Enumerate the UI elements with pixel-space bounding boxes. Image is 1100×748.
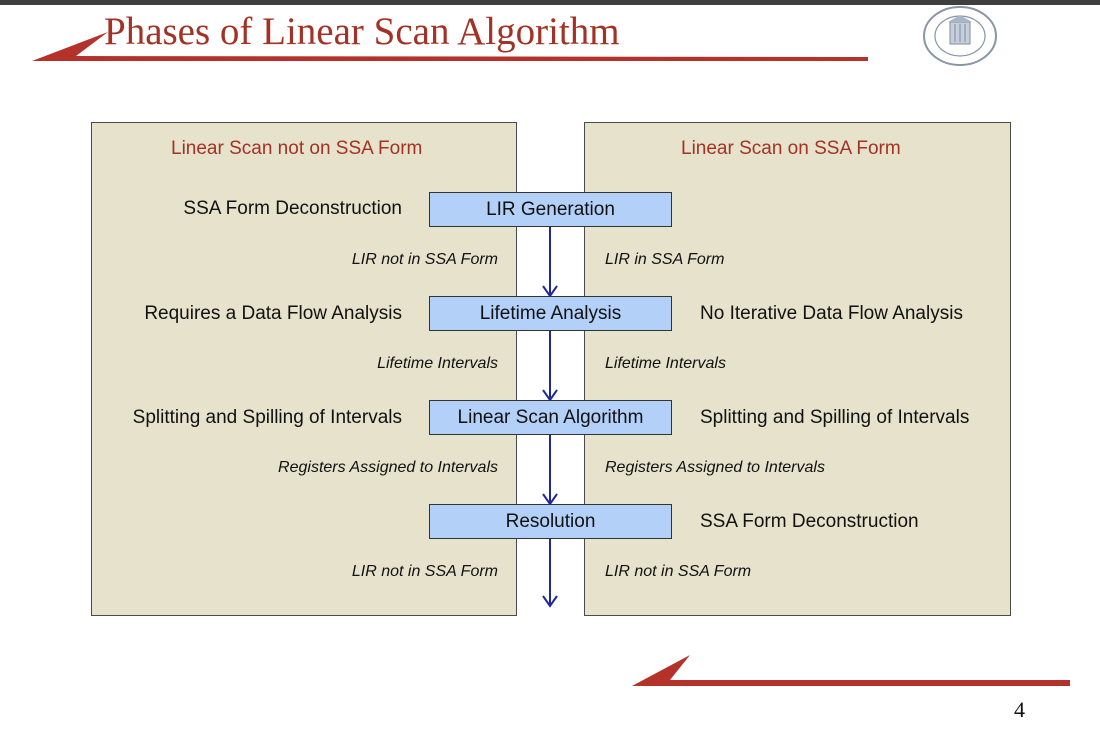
right-note-no-iterative-data-flow: No Iterative Data Flow Analysis [700, 303, 963, 324]
flow-label-right: Registers Assigned to Intervals [605, 459, 825, 476]
right-panel-title: Linear Scan on SSA Form [681, 138, 901, 159]
left-note-data-flow: Requires a Data Flow Analysis [144, 303, 402, 324]
flow-label-left: Lifetime Intervals [377, 355, 498, 372]
left-note-ssa-deconstruction: SSA Form Deconstruction [183, 198, 402, 219]
flow-label-left: LIR not in SSA Form [351, 251, 498, 268]
phase-lir-generation: LIR Generation [429, 192, 672, 227]
page-number: 4 [1014, 697, 1025, 722]
flow-label-left: LIR not in SSA Form [351, 563, 498, 580]
flow-label-right: LIR in SSA Form [605, 251, 725, 268]
phase-linear-scan-algorithm: Linear Scan Algorithm [429, 400, 672, 435]
phase-resolution: Resolution [429, 504, 672, 539]
flow-label-right: LIR not in SSA Form [605, 563, 752, 580]
slide-title: Phases of Linear Scan Algorithm [104, 10, 620, 53]
flow-label-left: Registers Assigned to Intervals [278, 459, 498, 476]
left-panel-title: Linear Scan not on SSA Form [171, 138, 423, 159]
phase-lifetime-analysis: Lifetime Analysis [429, 296, 672, 331]
left-note-splitting: Splitting and Spilling of Intervals [132, 407, 402, 428]
right-note-ssa-deconstruction: SSA Form Deconstruction [700, 511, 919, 532]
flow-label-right: Lifetime Intervals [605, 355, 726, 372]
right-note-splitting: Splitting and Spilling of Intervals [700, 407, 970, 428]
